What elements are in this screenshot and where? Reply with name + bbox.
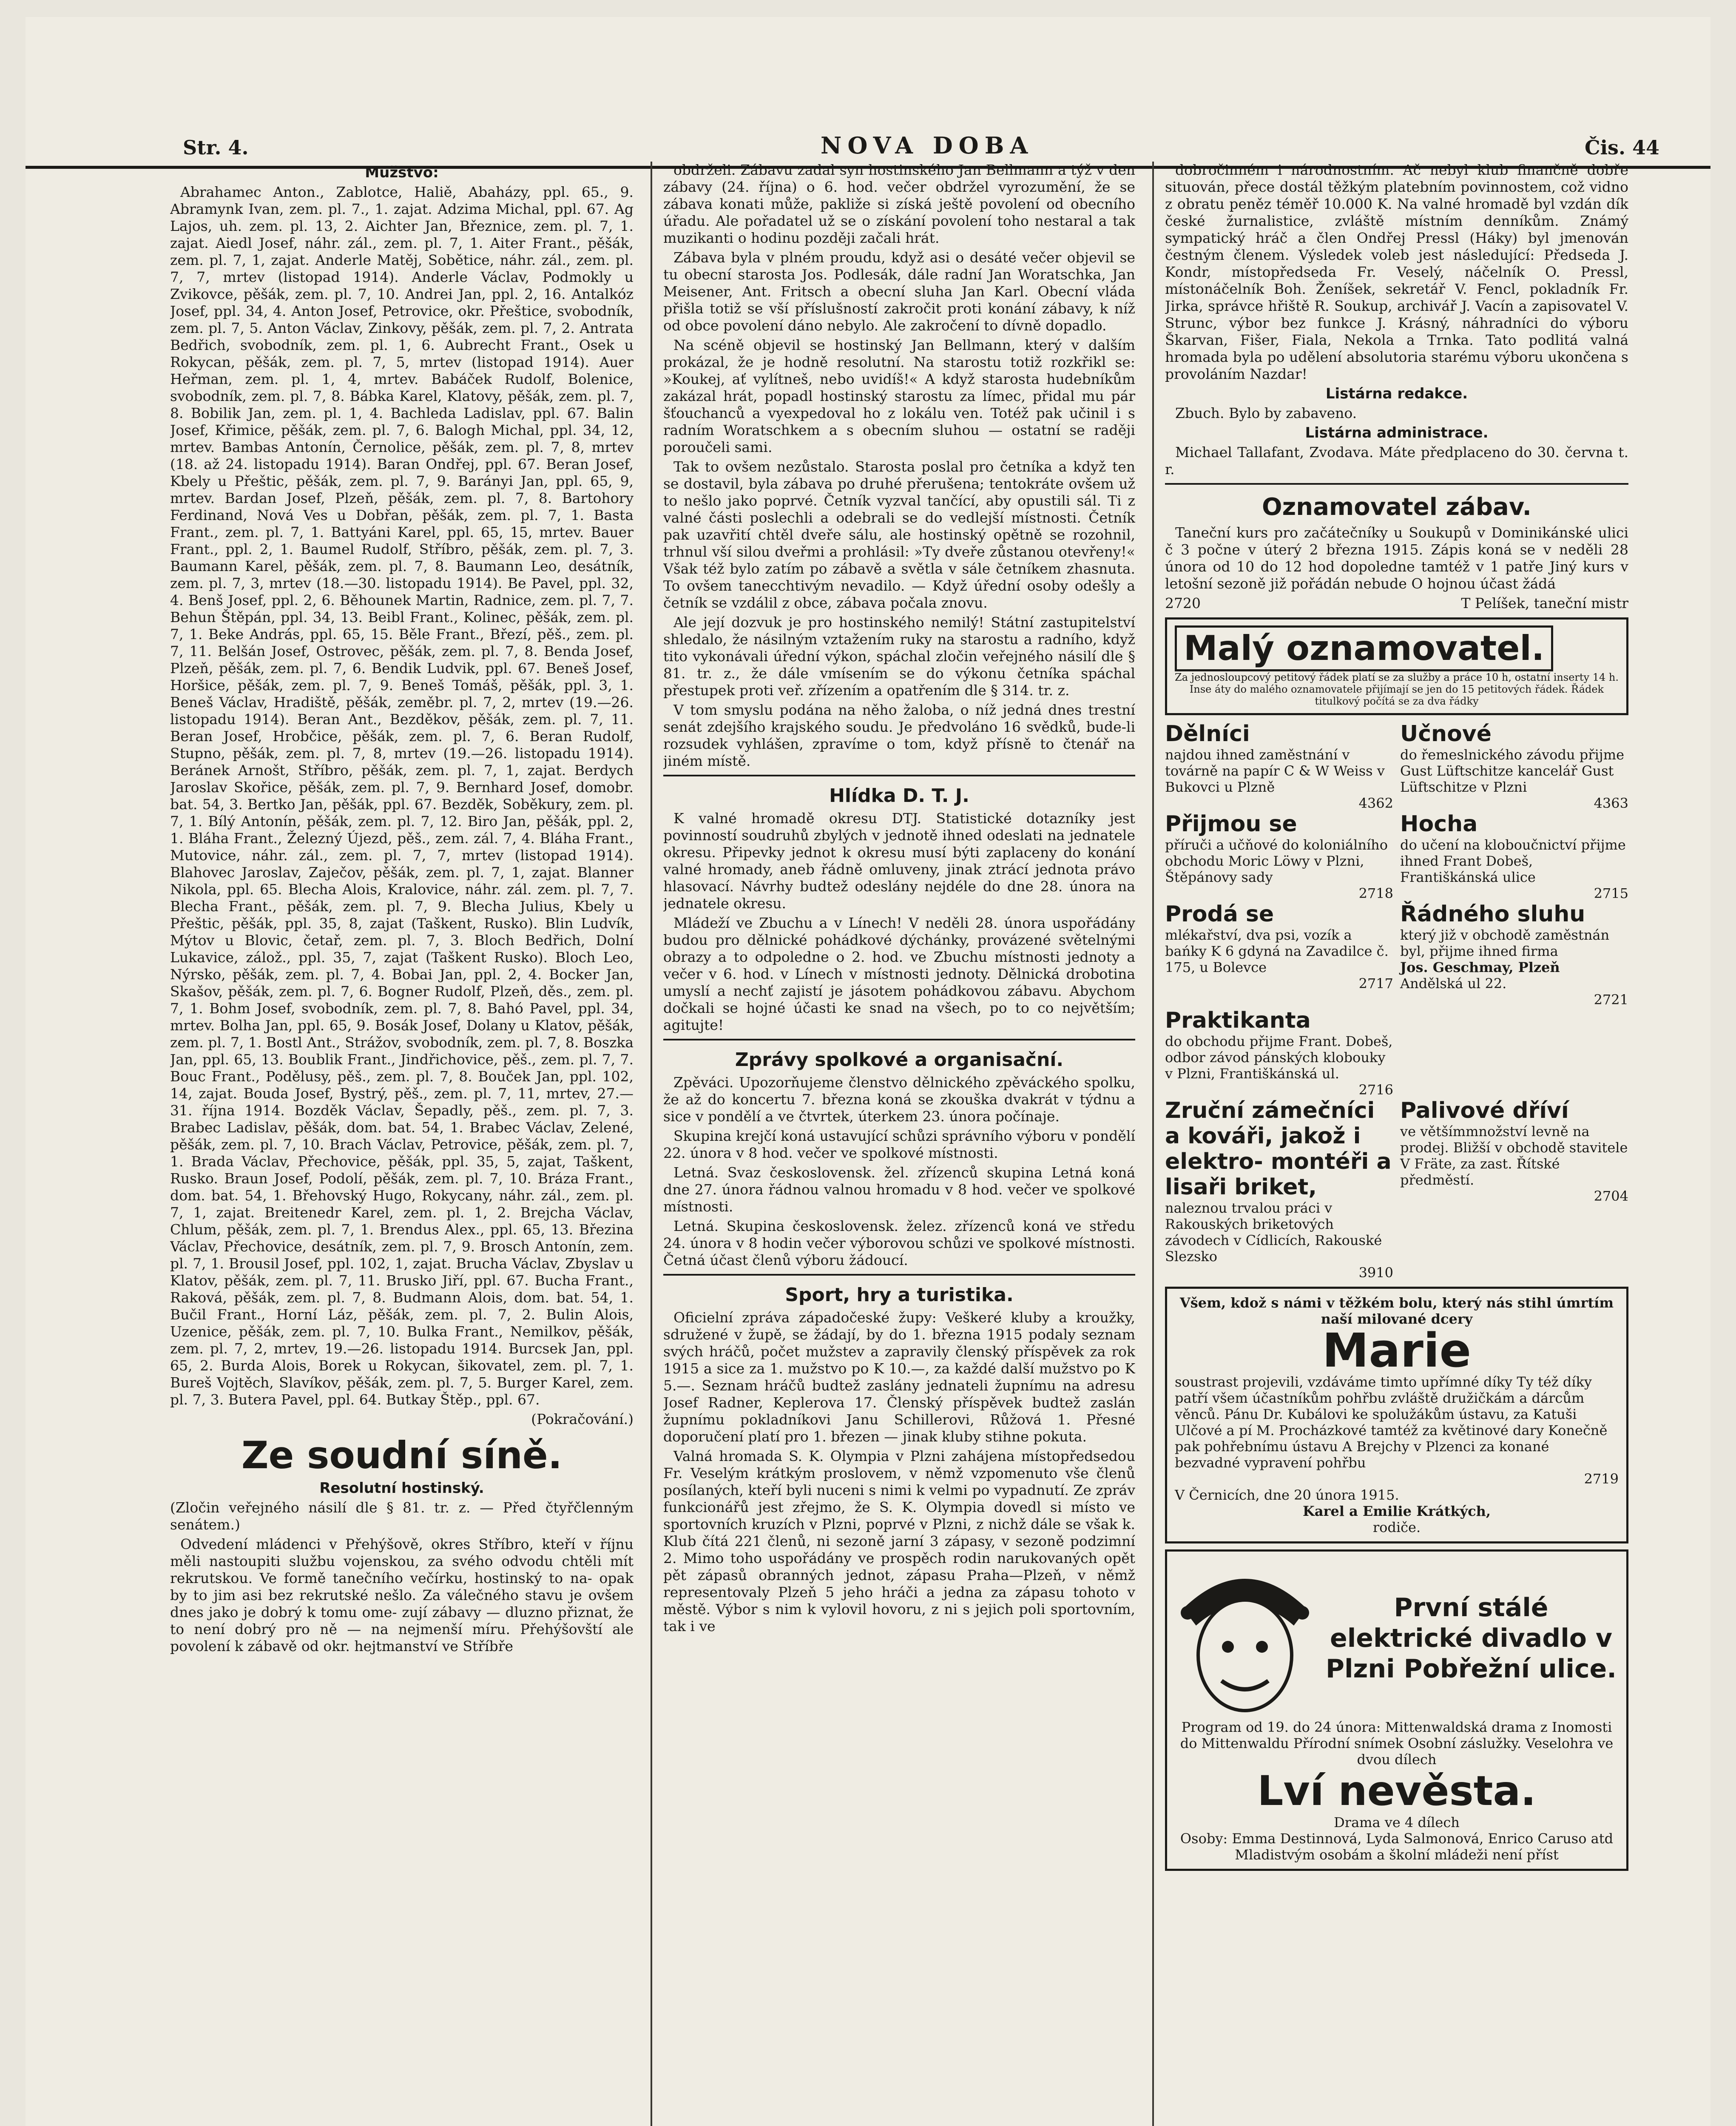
cinema-title: Lví nevěsta. xyxy=(1257,1767,1536,1815)
ad-text: do učení na kloboučnictví přijme ihned Frant Dobeš, Františkánská ulice xyxy=(1400,837,1626,885)
obituary-intro: Všem, kdož s námi v těžkém bolu, který nás stihl úmrtím naší milované dcery xyxy=(1179,1295,1614,1327)
obituary-box xyxy=(1165,1287,1628,1543)
ad-text: který již v obchodě zaměstnán byl, přijme ihned firma xyxy=(1400,927,1610,959)
section-title: Mužstvo: xyxy=(365,164,439,181)
ad xyxy=(1400,811,1628,901)
sport-heading: Sport, hry a turistika. xyxy=(785,1284,1014,1306)
small-ads-heading: Malý oznamovatel. xyxy=(1175,625,1553,671)
ad-firm: Jos. Geschmay, Plzeň xyxy=(1400,959,1560,975)
ad-text: příruči a učňové do koloniálního obchodu Moric Löwy v Plzni, Štěpánovy sady xyxy=(1165,837,1388,885)
divider xyxy=(1165,483,1628,485)
ad-number: 4362 xyxy=(1358,795,1393,811)
ad-title: Praktikanta xyxy=(1165,1008,1311,1033)
article-paragraph: Na scéně objevil se hostinský Jan Bellmann, který v dalším prokázal, že je hodně resolutní. Na starostu totiž rozkřikl se: »Koukej, ať vylítneš, nebo uvidíš!« A když starosta hudebníkům zakázal hrát, popadl hostinský starostu za límec, přidal mu pár šťouchanců a vyexpedoval ho z lokálu ven. Totéž pak učinil i s radním Woratschkem a s obecním sluhou — ostatní se raději poroučeli sami. xyxy=(663,337,1135,455)
watch-paragraph: Mládeží ve Zbuchu a v Línech! V neděli 28. února uspořádány budou pro dělnické pohádkové dýchánky, provázené světelnými obrazy a to odpoledne o 2. hod. ve Zbuchu místnosti jednoty a večer v 6. hod. v Línech v místnosti jednoty. Dělnická drobotina umyslí a nechť zajistí je jásotem pohádkovou zábavu. Abychom dočkali se hojné účasti ke snad na všech, po to co největším; agitujte! xyxy=(663,915,1135,1033)
court-note: (Zločin veřejného násilí dle § 81. tr. z. — Před čtyřčlenným senátem.) xyxy=(170,1499,634,1533)
cinema-program: Program od 19. do 24 února: Mittenwaldská drama z Inomosti do Mittenwaldu Přírodní snímek Osobní záslužky. Veselohra ve dvou dílech xyxy=(1180,1719,1614,1768)
ad xyxy=(1165,1098,1393,1281)
column-divider xyxy=(651,162,652,2126)
ad-number: 2704 xyxy=(1594,1188,1628,1204)
small-ads-box xyxy=(1165,617,1628,715)
clubs-heading: Zprávy spolkové a organisační. xyxy=(735,1049,1064,1071)
cinema-header xyxy=(1175,1558,1619,1719)
ad xyxy=(1400,901,1628,1008)
ads-row xyxy=(1165,901,1628,1008)
cinema-cast: Osoby: Emma Destinnová, Lyda Salmonová, Enrico Caruso atd xyxy=(1180,1830,1614,1847)
ads-row xyxy=(1165,1008,1628,1098)
events-signature: T Pelíšek, taneční mistr xyxy=(1461,595,1628,611)
page-header xyxy=(26,106,1710,169)
ad-number: 2717 xyxy=(1358,975,1393,992)
obituary-text: soustrast projevili, vzdáváme timto upřímné díky Ty též díky patří všem účastníkům pohřbu zvláště družičkám a dárcům věnců. Pánu Dr. Kubálovi ke spolužákům ústavu, za Katuši Ulčové a pí M. Procházkové tamtéž za květinové dary Konečně pak pohřebnímu ústavu A Brejchy v Plzenci za konané bezvadné vypravení pohřbu xyxy=(1175,1374,1608,1471)
ad-address: Andělská ul 22. xyxy=(1400,975,1507,992)
ad xyxy=(1165,721,1393,811)
small-ads-rules: Za jednosloupcový petitový řádek platí se za služby a práce 10 h, ostatní inserty 14 h. Inse áty do malého oznamovatele přijímají se jen do 15 petitových řádek. Řádek titulkový počítá se za dva řádky xyxy=(1175,671,1619,707)
article-paragraph: Tak to ovšem nezůstalo. Starosta poslal pro četníka a když ten se dostavil, byla zábava po druhé přerušena; tentokráte ovšem už to nešlo jako poprvé. Četník vyzval tančící, aby opustili sál. Ti z valné části poslechli a odebrali se do vedlejší místnosti. Četník pak uzavřití chtěl dveře sálu, ale hostinský opětně se rozohnil, trhnul vší silou dveřmi a prohlásil: »Ty dveře zůstanou otevřeny!« Však též bylo zatím po zábavě a světla v sále četníkem zhasnuta. To ovšem tanecchtivým nevadilo. — Když úřední osoby odešly a četník se vzdálil z obce, zábava počala znovu. xyxy=(663,458,1135,611)
ad-text: do obchodu přijme Frant. Dobeš, odbor závod pánských klobouky v Plzni, Františkánská ul. xyxy=(1165,1033,1393,1082)
article-paragraph: dobročinném i národnostním. Ač nebyl klub finančně dobře situován, přece dostál těžkým platebním povinnostem, což vidno z obratu peněz téměř 10.000 K. Na valné hromadě byl vzdán dík české žurnalistice, zvláště místním denníkům. Známý sympatický hráč a člen Ondřej Pressl (Háky) byl jmenován čestným členem. Výsledek voleb jest následující: Předseda J. Kondr, místopředseda Fr. Veselý, náčelník O. Pressl, místonáčelník Boh. Ženíšek, sekretář V. Fencl, pokladník Fr. Jirka, správce hřiště R. Soukup, archivář J. Vacín a zapisovatel V. Strunc, výbor bez funkce J. Krásný, náhradníci do výboru Škarvan, Fišer, Fiala, Nekola a Trnka. Tato podlitá valná hromada byla po udělení absolutoria starému výboru ukončena s provoláním Nazdar! xyxy=(1165,162,1628,382)
sport-paragraph: Valná hromada S. K. Olympia v Plzni zahájena místopředsedou Fr. Veselým krátkým proslovem, v němž vzpomenuto vše členů posílaných, kteří byli nuceni s nimi k velmi po vypadnutí. Ze zpráv funkcionářů jest zřejmo, že S. K. Olympia dovedl si místo ve sportovních kruzích v Plzni, poprvé v Plzni, z nichž dále se však k. Klub čítá 221 členů, ni sezoně jarní 3 zápasy, v sezoně podzimní 2. Mimo toho uspořádány ve prospěch rodin narukovaných opět pět zápasů obranných jednot, zápasu Praha—Plzeň, v němž representovaly Plzeň 5 jeho hráči a jedna za zápasu tohoto v městě. Výbor s nim k vylovil hovoru, z ni s jejich poli sportovním, tak i ve xyxy=(663,1448,1135,1634)
ad-text: do řemeslnického závodu přijme Gust Lüftschitze kancelář Gust Lüftschitze v Plzni xyxy=(1400,747,1624,795)
article-paragraph: V tom smyslu podána na něho žaloba, o níž jedná dnes trestní senát zdejšího krajského soudu. Je předvoláno 16 svědků, bude-li rozsudek vyhlášen, zpravíme o tom, když přísně to čtenář na jiném místě. xyxy=(663,702,1135,769)
ads-row xyxy=(1165,721,1628,811)
ad-number: 3910 xyxy=(1358,1265,1393,1281)
cinema-subtitle: Drama ve 4 dílech xyxy=(1334,1814,1460,1830)
column-1 xyxy=(170,162,634,2126)
events-heading: Oznamovatel zábav. xyxy=(1262,493,1531,521)
obituary-place: V Černicích, dne 20 února 1915. xyxy=(1175,1487,1399,1503)
admin-text: Michael Tallafant, Zvodava. Máte předplaceno do 30. června t. r. xyxy=(1165,444,1628,477)
ad-title: Učnové xyxy=(1400,721,1492,747)
clubs-paragraph: Letná. Svaz československ. žel. zřízenců skupina Letná koná dne 27. února řádnou valnou hromadu v 8 hod. večer ve spolkové místnosti. xyxy=(663,1164,1135,1215)
admin-heading: Listárna administrace. xyxy=(1305,424,1489,441)
events-number: 2720 xyxy=(1165,595,1201,611)
ad-number: 2721 xyxy=(1594,992,1628,1008)
ad xyxy=(1165,1008,1393,1098)
clubs-paragraph: Skupina krejčí koná ustavující schůzi správního výboru v pondělí 22. února v 8 hod. večer ve spolkové místnosti. xyxy=(663,1128,1135,1161)
ad-title: Řádného sluhu xyxy=(1400,901,1585,927)
article-paragraph: Zábava byla v plném proudu, když asi o desáté večer objevil se tu obecní starosta Jos. Podlesák, dále radní Jan Woratschka, Jan Meisener, Ant. Fritsch a obecní sluha Jan Karl. Obecní vláda přišla totiž se vší příslušností zakročit proti konání zábavy, k níž od obce povolení dáno nebylo. Ale zakročení to dívně dopadlo. xyxy=(663,249,1135,334)
casualty-list: Abrahamec Anton., Zablotce, Haliě, Abaházy, ppl. 65., 9. Abramynk Ivan, zem. pl. 7., 1. zajat. Adzima Michal, ppl. 67. Ag Lajos, uh. zem. pl. 13, 2. Aichter Jan, Březnice, zem. pl. 7, 1. zajat. Aiedl Josef, náhr. zál., zem. pl. 7, 1. Aiter Frant., pěšák, zem. pl. 7, 1, zajat. Anderle Matěj, Sobětice, náhr. zál., zem. pl. 7, 7, mrtev (listopad 1914). Anderle Václav, Podmokly u Zvikovce, pěšák, zem. pl. 7, 10. Andrei Jan, ppl. 2, 16. Antalkóz Josef, ppl. 34, 4. Anton Josef, Petrovice, okr. Přeštice, svobodník, zem. pl. 7, 5. Anton Václav, Zinkovy, pěšák, zem. pl. 7, 2. Antrata Bedřich, svobodník, zem. pl. 1, 6. Aubrecht Frant., Osek u Rokycan, pěšák, zem. pl. 7, 5, mrtev (listopad 1914). Auer Heřman, zem. pl. 1, 4, mrtev. Babáček Rudolf, Bolenice, svobodník, zem. pl. 7, 8. Bábka Karel, Klatovy, pěšák, zem. pl. 7, 8. Bobilik Jan, zem. pl. 1, 4. Bachleda Ladislav, ppl. 67. Balin Josef, Křimice, pěšák, zem. pl. 7, 6. Balogh Michal, ppl. 34, 12, mrtev. Bambas Antonín, Černolice, pěšák, zem. pl. 7, 8, mrtev (18. až 24. listopadu 1914). Baran Ondřej, ppl. 67. Beran Josef, Kbely u Přeštic, pěšák, zem. pl. 7, 9. Barányi Jan, ppl. 65, 9, mrtev. Bardan Josef, Plzeň, pěšák, zem. pl. 7, 8. Bartohory Ferdinand, Nová Ves u Dobřan, pěšák, zem. pl. 7, 1. Basta Frant., zem. pl. 7, 1. Battyáni Karel, ppl. 65, 15, mrtev. Bauer Frant., ppl. 2, 1. Baumel Rudolf, Stříbro, pěšák, zem. pl. 7, 3. Baumann Karel, pěšák, zem. pl. 7, 8. Baumann Leo, desátník, zem. pl. 7, 3, mrtev (18.—30. listopadu 1914). Be Pavel, ppl. 32, 4. Benš Josef, ppl. 2, 6. Běhounek Martin, Radnice, zem. pl. 7, 7. Behun Štěpán, ppl. 34, 13. Beibl Frant., Kolinec, pěšák, zem. pl. 7, 1. Beke András, ppl. 65, 15. Běle Frant., Březí, pěš., zem. pl. 7, 11. Belšán Josef, Ostrovec, pěšák, zem. pl. 7, 8. Benda Josef, Plzeň, pěšák, zem. pl. 7, 6. Bendik Ludvik, ppl. 67. Beneš Josef, Horšice, pěšák, zem. pl. 7, 9. Beneš Tomáš, pěšák, ppl. 3, 1. Beneš Václav, Hradiště, pěšák, zeměbr. pl. 7, 2, mrtev (19.—26. listopadu 1914). Beran Ant., Bezděkov, pěšák, zem. pl. 7, 11. Beran Josef, Hrobčice, pěšák, zem. pl. 7, 6. Beran Rudolf, Stupno, pěšák, zem. pl. 7, 8, mrtev (19.—26. listopadu 1914). Beránek Arnošt, Stříbro, pěšák, zem. pl. 7, 1, zajat. Berdych Jaroslav Skořice, pěšák, zem. pl. 7, 9. Bernhard Josef, domobr. bat. 54, 3. Bertko Jan, pěšák, ppl. 67. Bezděk, Soběkury, zem. pl. 7, 1. Bílý Antonín, pěšák, zem. pl. 7, 12. Biro Jan, pěšák, ppl. 2, 1. Bláha Frant., Železný Újezd, pěš., zem. zál. 7, 4. Bláha Frant., Mutovice, náhr. zál., zem. pl. 7, 7, mrtev (listopad 1914). Blahovec Jaroslav, Zaječov, pěšák, zem. pl. 7, 1, zajat. Blanner Nikola, ppl. 65. Blecha Alois, Kralovice, náhr. zál. zem. pl. 7, 7. Blecha Frant., pěšák, zem. pl. 7, 9. Blecha Julius, Kbely u Přeštic, pěšák, ppl. 35, 8, zajat (Taškent, Rusko). Blin Ludvík, Mýtov u Blovic, četař, zem. pl. 7, 3. Bloch Bedřich, Dolní Lukavice, zálož., ppl. 35, 7, zajat (Taškent Rusko). Bloch Leo, Nýrsko, pěšák, zem. pl. 7, 4. Bobai Jan, ppl. 2, 4. Bocker Jan, Skašov, pěšák, zem. pl. 7, 6. Bogner Rudolf, Plzeň, děs., zem. pl. 7, 1. Bohm Josef, svobodník, zem. pl. 7, 8. Bahó Pavel, ppl. 34, mrtev. Bolha Jan, ppl. 65, 9. Bosák Josef, Dolany u Klatov, pěšák, zem. pl. 7, 1. Bostl Ant., Strážov, svobodník, zem. pl. 7, 8. Boszka Jan, ppl. 65, 13. Boublik Frant., Jindřichovice, pěš., zem. pl. 7, 7. Bouc Frant., Podělusy, pěš., zem. pl. 7, 8. Bouček Jan, ppl. 102, 14, zajat. Bouda Josef, Bystrý, pěš., zem. pl. 7, 11, mrtev, 27.—31. října 1914. Bozděk Václav, Šepadly, pěš., zem. pl. 7, 3. Brabec Ladislav, pěšák, dom. bat. 54, 1. Brabec Václav, Zelené, pěšák, zem. pl. 7, 10. Brach Václav, Petrovice, pěšák, zem. pl. 7, 1. Brada Václav, Přechovice, pěšák, ppl. 35, 5, zajat, Taškent, Rusko. Braun Josef, Podolí, pěšák, zem. pl. 7, 10. Bráza Frant., dom. bat. 54, 1. Břehovský Hugo, Rokycany, náhr. zál., zem. pl. 7, 1, zajat. Breitenedr Karel, zem. pl. 1, 2. Brejcha Václav, Chlum, pěšák, zem. pl. 7, 1. Brendus Alex., ppl. 65, 13. Březina Václav, Přechovice, desátník, zem. pl. 7, 9. Brosch Antonín, zem. pl. 7, 1. Brousil Josef, ppl. 102, 1, zajat. Brucha Václav, Zbyslav u Klatov, pěšák, zem. pl. 7, 11. Brusko Jiří, ppl. 67. Bucha Frant., Raková, pěšák, zem. pl. 7, 8. Budmann Alois, dom. bat. 54, 1. Bučil Frant., Horní Láz, pěšák, zem. pl. 7, 2. Bulin Alois, Uzenice, pěšák, zem. pl. 7, 10. Bulka Frant., Nemilkov, pěšák, zem. pl. 7, 2, mrtev, 19.—26. listopadu 1914. Burcsek Jan, ppl. 65, 2. Burda Alois, Borek u Rokycan, šikovatel, zem. pl. 7, 1. Bureš Vojtěch, Slavíkov, pěšák, zem. pl. 7, 5. Burger Karel, zem. pl. 7, 3. Butera Pavel, ppl. 64. Butkay Štěp., ppl. 67. xyxy=(170,184,634,1408)
ad-number: 4363 xyxy=(1594,795,1628,811)
clubs-paragraph: Letná. Skupina československ. želez. zřízenců koná ve středu 24. února v 8 hodin večer výborovou schůzi ve spolkové místnosti. Četná účast členů výboru žádoucí. xyxy=(663,1218,1135,1268)
column-2 xyxy=(663,162,1135,2126)
events-footer xyxy=(1165,595,1628,611)
ad xyxy=(1165,811,1393,901)
issue-number: Čis. 44 xyxy=(1584,136,1659,159)
divider xyxy=(663,1039,1135,1040)
divider xyxy=(663,775,1135,776)
continued-note: (Pokračování.) xyxy=(531,1411,634,1427)
ad-title: Palivové dříví xyxy=(1400,1098,1569,1123)
column-3 xyxy=(1165,162,1628,2126)
obituary-name: Marie xyxy=(1322,1323,1472,1378)
ad xyxy=(1165,901,1393,1008)
cinema-note: Mladistvým osobám a školní mládeži není příst xyxy=(1235,1847,1559,1863)
sport-paragraph: Oficielní zpráva západočeské župy: Veškeré kluby a kroužky, sdružené v župě, se žádají, by do 1. března 1915 podaly seznam svých hráčů, počet mužstev a zapravily členský příspěvek za rok 1915 a sice za 1. mužstvo po K 10.—, za každé další mužstvo po K 5.—. Seznam hráčů budtež zaslány jednateli župnímu na adresu Josef Radner, Keplerova 17. Členský příspěvek budtež zaslán župnímu pokladníkovi Janu Schillerovi, Růžová 1. Přesné doporučení platí pro 1. březen — jinak kluby stihne pokuta. xyxy=(663,1309,1135,1445)
jester-face-icon xyxy=(1175,1558,1315,1719)
editorial-heading: Listárna redakce. xyxy=(1325,385,1468,402)
column-divider xyxy=(1152,162,1154,2126)
court-article: Odvedení mládenci v Přehýšově, okres Stříbro, kteří v říjnu měli nastoupiti službu vojenskou, za svého odvodu chtěli mít rekrutskou. Ve formě tanečního večírku, hostinský to na- opak by to jim asi bez rekrutské nešlo. Za válečného stavu je ovšem dnes jako je dobrý k tomu ome- zují zábavy — dluzno přiznat, že to není dobrý pro ně — na nejmenší míru. Přehýšovští ale povolení k zábavě od okr. hejtmanství ve Stříbře xyxy=(170,1536,634,1654)
ad xyxy=(1400,721,1628,811)
ads-row xyxy=(1165,811,1628,901)
ad-number: 2718 xyxy=(1358,885,1393,901)
ad-text: najdou ihned zaměstnání v továrně na papír C & W Weiss v Bukovci u Plzně xyxy=(1165,747,1385,795)
editorial-text: Zbuch. Bylo by zabaveno. xyxy=(1175,405,1357,421)
court-subheading: Resolutní hostinský. xyxy=(319,1480,484,1497)
events-text: Taneční kurs pro začátečníky u Soukupů v Dominikánské ulici č 3 počne v úterý 2 března 1915. Zápis koná se v neděli 28 února od 10 do 12 hod dopoledne tamtéž v 1 patře Jiný kurs v letošní sezoně již pořádán nebude O hojnou účast žádá xyxy=(1165,524,1628,592)
masthead-title: NOVA DOBA xyxy=(821,132,1034,159)
ad-title: Prodá se xyxy=(1165,901,1274,927)
watch-heading: Hlídka D. T. J. xyxy=(829,785,969,807)
watch-paragraph: K valné hromadě okresu DTJ. Statistické dotazníky jest povinností soudruhů zbylých v jednotě ihned odeslati na jednatele okresu. Připevky jednot k okresu musí býti zaplaceny do konání valné hromady, aneb řádně omluveny, jinak ztrácí jednota právo hlasovací. Návrhy budtež odeslány nejdéle do dne 28. února na jednatele okresu. xyxy=(663,810,1135,912)
ad-text: naleznou trvalou práci v Rakouských briketových závodech v Cídlicích, Rakouské Slezsko xyxy=(1165,1200,1382,1265)
cinema-ad-box xyxy=(1165,1549,1628,1871)
ads-row xyxy=(1165,1098,1628,1281)
ad xyxy=(1400,1008,1628,1098)
ad-text: mlékařství, dva psi, vozík a bańky K 6 gdyná na Zavadilce č. 175, u Bolevce xyxy=(1165,927,1389,975)
cinema-banner: První stálé elektrické divadlo v Plzni Pobřežní ulice. xyxy=(1325,1593,1617,1684)
court-heading: Ze soudní síně. xyxy=(241,1433,563,1477)
ad xyxy=(1400,1098,1628,1281)
ad-title: Hocha xyxy=(1400,811,1478,837)
ad-text: ve většímmnožství levně na prodej. Bližší v obchodě stavitele V Fräte, za zast. Řítské předměstí. xyxy=(1400,1123,1628,1188)
article-paragraph: obdrželi. Zábavu zadal syn hostinského Jan Bellmann a týž v den zábavy (24. října) o 6. hod. večer obdržel vyrozumění, že se zábava konati může, pakliže si získá ještě povolení od obecního úřadu. Ale pořadatel už se o získání povolení toho nestaral a tak muzikanti o hodinu později začali hrát. xyxy=(663,162,1135,246)
obituary-role: rodiče. xyxy=(1372,1519,1421,1535)
ad-title: Zruční zámečníci a kováři, jakož i elektro- montéři a lisaři briket, xyxy=(1165,1098,1392,1200)
ad-title: Přijmou se xyxy=(1165,811,1297,837)
page-number: Str. 4. xyxy=(183,136,249,159)
ad-number: 2716 xyxy=(1358,1082,1393,1098)
article-paragraph: Ale její dozvuk je pro hostinského nemilý! Státní zastupitelství shledalo, že násilným vztažením ruky na starostu a radního, když tito vykonávali úřední výkon, spáchal zločin veřejného násilí dle § 81. tr. z., že dále vmísením se do výkonu četníka spáchal přestupek proti veř. zřízením a opatřením dle § 314. tr. z. xyxy=(663,614,1135,699)
obituary-number: 2719 xyxy=(1584,1471,1619,1487)
ad-number: 2715 xyxy=(1594,885,1628,901)
divider xyxy=(663,1274,1135,1276)
obituary-signature: Karel a Emilie Krátkých, xyxy=(1303,1503,1491,1519)
clubs-paragraph: Zpěváci. Upozorňujeme členstvo dělnického zpěváckého spolku, že až do koncertu 7. března koná se zkouška dvakrát v týdnu a sice v pondělí a ve čtvrtek, úterkem 23. února počínaje. xyxy=(663,1074,1135,1125)
ad-title: Dělníci xyxy=(1165,721,1250,747)
